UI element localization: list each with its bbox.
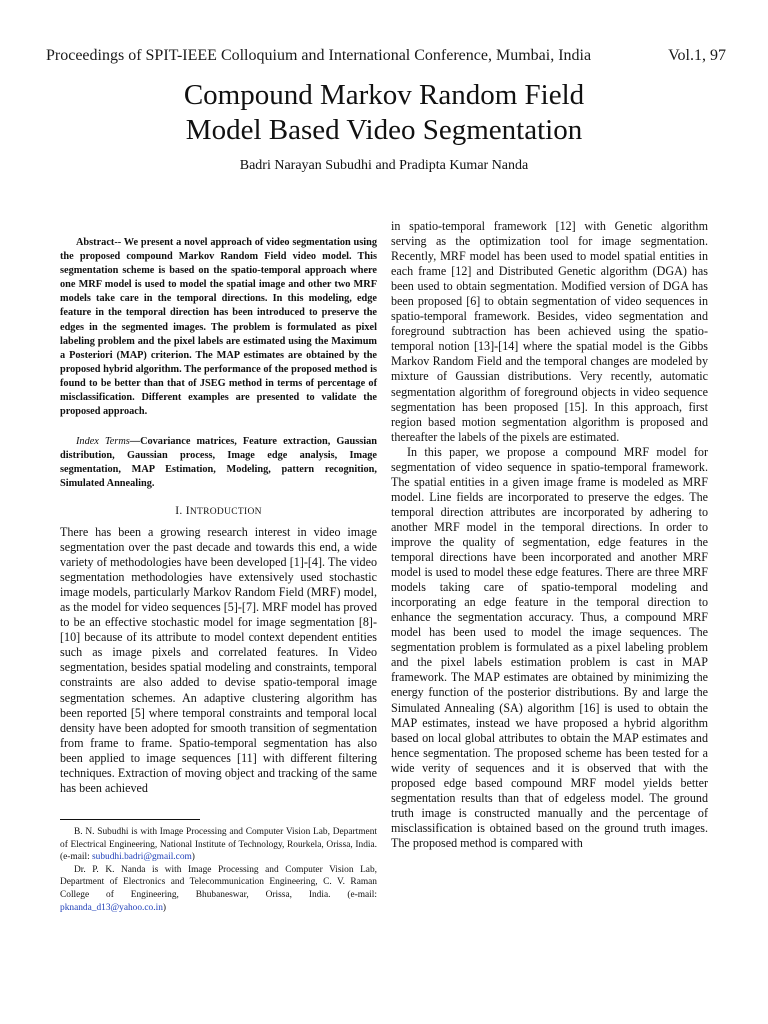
footnote-2-text: Dr. P. K. Nanda is with Image Processing and Computer Vision Lab, Department of Electronics and Telecommunication Engineering, C. V. Raman College of Engineering, Bhubaneswar, Orissa, India. (e-mail:	[60, 864, 377, 900]
index-terms-label: Index Terms	[76, 436, 130, 447]
right-column-paragraph-2: In this paper, we propose a compound MRF model for segmentation of video sequence in spatio-temporal framework. The spatial entities in a given image frame is modeled as MRF model. Line fields are incorporated to preserve the edges. The temporal direction attributes are incorporated by adhering to another MRF model in the temporal directions. In order to improve the quality of segmentation, edge features in the temporal directions have been incorporated and another MRF model is used to model these edge features. There are three MRF models taking care of spatio-temporal modeling and incorporating an edge feature in the temporal direction to enhance the segmentation accuracy. Thus, a compound MRF model has been used to model the image sequences. The segmentation problem is formulated as a pixel labeling problem and the pixel labels estimation problem is cast in MAP framework. The MAP estimates are obtained by minimizing the energy function of the posterior distributions. By and large the Simulated Annealing (SA) algorithm [16] is used to obtain the MAP estimates, instead we have proposed a hybrid algorithm based on local global attributes to obtain the MAP estimates and hence segmentation. The proposed scheme has been tested for a wide verity of sequences and it is observed that with the proposed edge based compound MRF model yields better segmentation results than that of edgeless model. The ground truth image is constructed manually and the percentage of misclassification is obtained based on the ground truth images. The proposed method is compared with	[391, 444, 708, 850]
footnote-divider	[60, 819, 200, 820]
footnote-2-end: )	[162, 902, 167, 913]
section-title-initial: I	[185, 505, 190, 517]
introduction-column	[60, 525, 377, 796]
index-terms-text: —Covariance matrices, Feature extraction, Gaussian distribution, Gaussian process, Image edge analysis, Image segmentation, MAP Estimation, Modeling, pattern recognition, Simulated Annealing.	[60, 436, 377, 490]
title-line-1: Compound Markov Random Field	[183, 79, 585, 111]
footnote-1-text: B. N. Subudhi is with Image Processing and Computer Vision Lab, Department of Electrical Engineering, National Institute of Technology, Rourkela, Orissa, India. (e-mail:	[60, 827, 377, 863]
section-number: I.	[175, 505, 186, 517]
abstract	[60, 236, 377, 419]
right-column-continued-paragraph: in spatio-temporal framework [12] with Genetic algorithm serving as the optimization tool for image segmentation. Recently, MRF model has been used to model spatial entities in each frame [12] and Distributed Genetic algorithm (DGA) has been used to obtain segmentation. Modified version of DGA has been proposed [6] to obtain segmentation of video sequences in spatio-temporal framework. Besides, video segmentation and foreground subtraction has been achieved using the spatio-temporal notion [13]-[14] where the spatial model is the Gibbs Markov Random Field and the temporal changes are modeled by mixture of Gaussian distributions. Very recently, automatic segmentation algorithm of foreground objects in video sequence segmentation has been proposed [15]. In this approach, first region based motion segmentation algorithm is proposed and thereafter the labels of the pixels are estimated.	[391, 219, 708, 444]
author-list: Badri Narayan Subudhi and Pradipta Kumar Nanda	[239, 158, 529, 173]
footnote-2	[60, 864, 377, 914]
footnote-1	[60, 826, 377, 864]
conference-name: Proceedings of SPIT-IEEE Colloquium and International Conference, Mumbai, India	[46, 47, 592, 64]
footnote-2-email-link[interactable]: pknanda_d13@yahoo.co.in	[60, 902, 163, 913]
volume-page-number: Vol.1, 97	[668, 47, 726, 64]
running-header	[46, 47, 726, 65]
paper-title	[0, 78, 768, 148]
section-title-rest: NTRODUCTION	[189, 507, 262, 517]
author-footnotes	[60, 826, 377, 914]
footnote-1-email-link[interactable]: subudhi.badri@gmail.com	[92, 852, 192, 863]
index-terms	[60, 435, 377, 491]
abstract-text: Abstract-- We present a novel approach of video segmentation using the proposed compound Markov Random Field video model. This segmentation scheme is based on the spatio-temporal approach where one MRF model is used to model the spatial image and other two MRF models take care in the temporal directions. In this modeling, edge feature in the temporal direction has been introduced to preserve the edges in the segmented images. The problem is formulated as pixel labeling problem and the pixel labels are estimated using the Maximum a Posteriori (MAP) criterion. The MAP estimates are obtained by the proposed hybrid algorithm. The performance of the proposed method is found to be better than that of JSEG method in terms of percentage of misclassification. Different examples are presented to validate the proposed approach.	[60, 237, 377, 418]
right-column	[391, 219, 708, 851]
title-line-2: Model Based Video Segmentation	[185, 114, 583, 146]
introduction-paragraph-1: There has been a growing research interest in video image segmentation over the past decade and towards this end, a wide variety of methodologies have been developed [1]-[4]. The video segmentation methodologies have extensively used stochastic image models, particularly Markov Random Field (MRF) model, as the model for video sequences [5]-[7]. MRF model has proved to be an effective stochastic model for image segmentation [8]-[10] because of its attribute to model context dependent entities such as image pixels and correlated features. In Video segmentation, besides spatial modeling and constraints, temporal constraints are also added to devise spatio-temporal image segmentation schemes. An adaptive clustering algorithm has been reported [5] where temporal constraints and temporal local density have been adopted for smooth transition of segmentation from frame to frame. Spatio-temporal segmentation has also been applied to image sequences [11] with different filtering techniques. Extraction of moving object and tracking of the same has been achieved	[60, 525, 377, 795]
section-heading-introduction	[60, 505, 377, 517]
footnote-1-end: )	[191, 852, 195, 863]
